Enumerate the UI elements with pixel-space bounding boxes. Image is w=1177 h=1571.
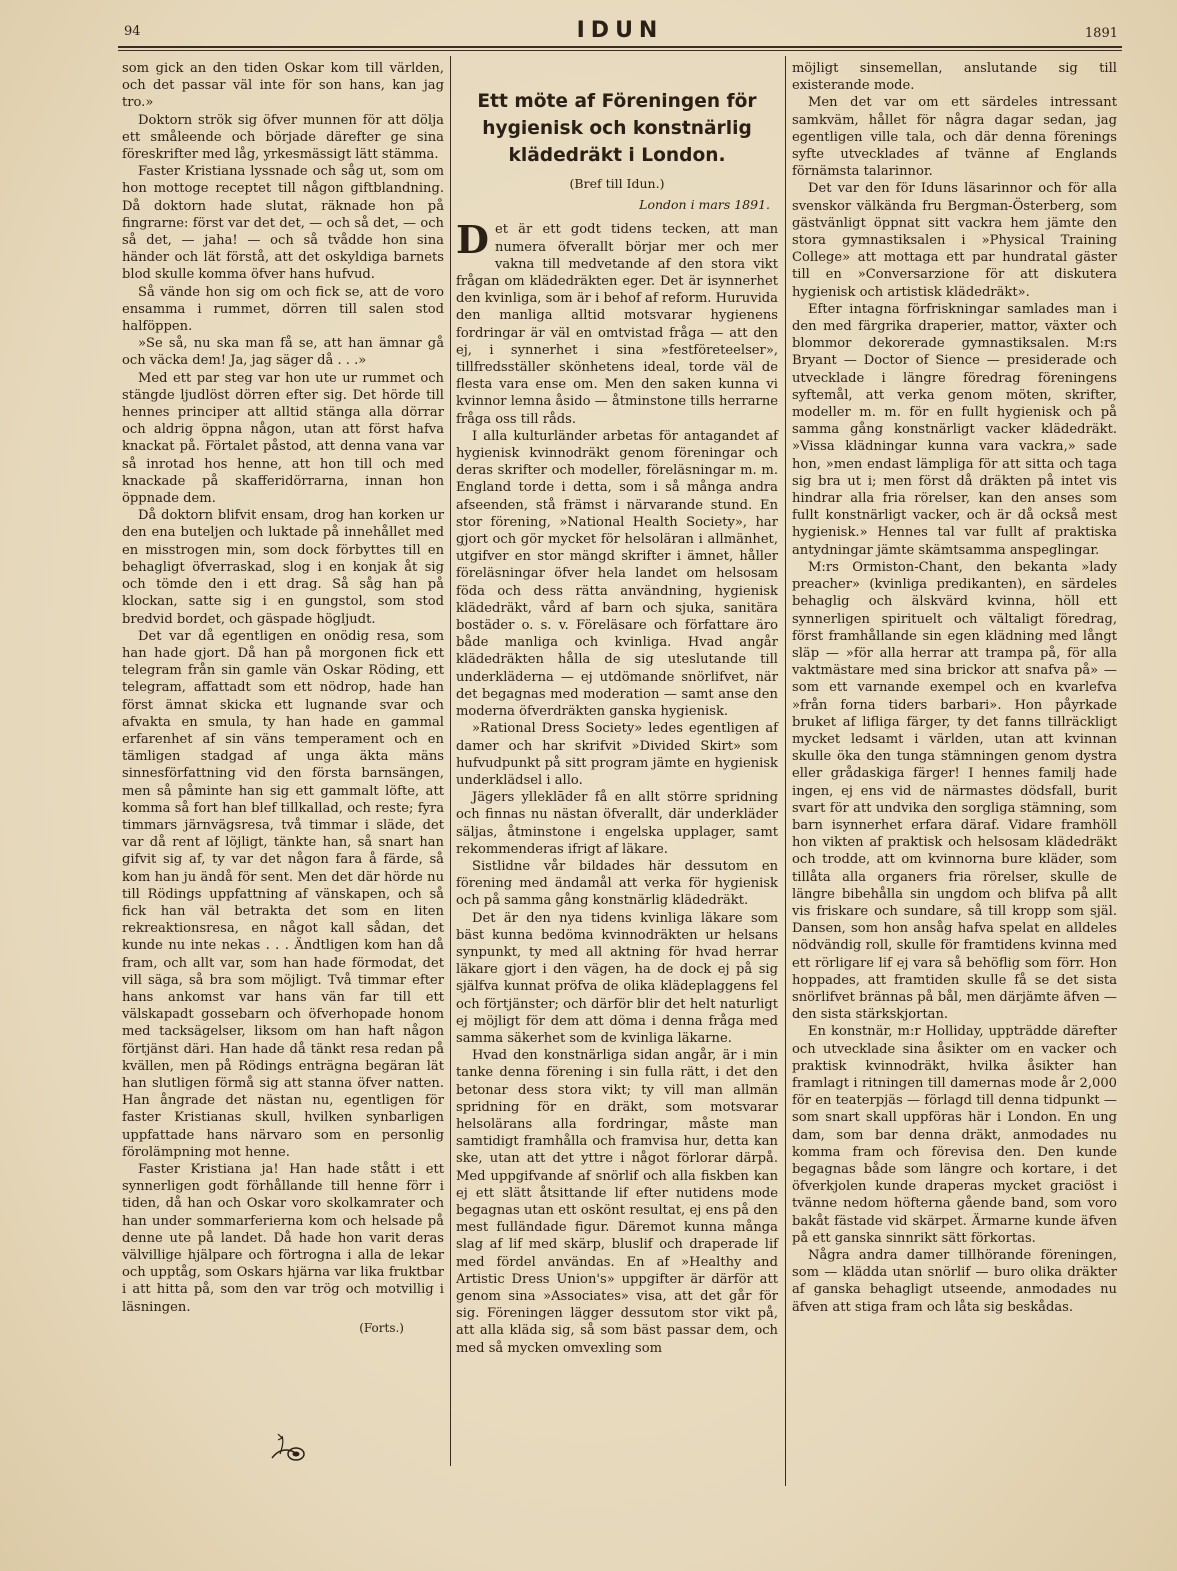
drop-cap: D	[456, 217, 489, 263]
paragraph: Faster Kristiana ja! Han hade stått i ett synnerligen godt förhållande till henne förr i tiden, då han och Oskar voro skolkamrater och han under sommarferierna kom och helsade på denne ute på landet. Då hade hon varit deras välvillige hjälpare och förtrogna i alla de lekar och upptåg, som Oskars hjärna var lika fruktbar i att hitta på, som den var trög och motvillig i läsningen.	[122, 1162, 444, 1315]
paragraph: M:rs Ormiston-Chant, den bekanta »lady preacher» (kvinliga predikanten), en särdeles behaglig och älskvärd kvinna, höll ett synnerligen spirituelt och vältaligt föredrag, först framhållande sin egen klädning med långt släp — »för alla herrar att trampa på, för alla vaktmästare med sina brickor att snafva på» — som ett varnande exempel och en kvarlefva »från forna tiders barbari». Hon påyrkade bruket af lifliga färger, ty det fanns tillräckligt mycket ledsamt i världen, utan att kvinnan skulle öka den tunga stämningen genom dystra eller grådaskiga färger! I hennes familj hade ingen, ej ens vid de närmastes dödsfall, burit svart för att undvika den sorgliga stämning, som barn isynnerhet erfara däraf. Vidare framhöll hon vikten af praktisk och helsosam klädedräkt och trodde, att om kvinnorna bure kläder, som tillåta alla organers fria rörelser, skulle de längre bibehålla sin ungdom och blifva på allt vis friskare och sundare, så till kropp som själ. Dansen, som hon ansåg hafva spelat en alldeles nödvändig roll, skulle för framtidens kvinna med ett rörligare lif ej vara så behöflig som förr. Hon hoppades, att framtiden skulle få se det sista snörlifvet brännas på bål, men därjämte äfven — den sista stärkskjortan.	[792, 559, 1117, 1023]
article-title: Ett möte af Föreningen för hygienisk och konstnärlig klädedräkt i London.	[477, 91, 757, 166]
paragraph: Det var den för Iduns läsarinnor och för alla svenskor välkända fru Bergman-Österberg, som gästvänligt öppnat sitt vackra hem jämte den stora gymnastiksalen i »Physical Training College» att mottaga ett par hundratal gäster till en »Conversarzione för att diskutera hygienisk och artistisk klädedräkt».	[792, 181, 1117, 300]
paragraph: Jägers ylleklāder få en allt större spridning och finnas nu nästan öfverallt, där underkläder säljas, åtminstone i engelska upplager, samt rekommenderas ifrigt af läkare.	[456, 790, 778, 857]
ornament-icon	[268, 1428, 308, 1468]
column-middle	[456, 84, 778, 1357]
column-left	[122, 60, 444, 1337]
paragraph: Faster Kristiana lyssnade och såg ut, som om hon mottoge receptet till någon giftblandning. Då doktorn hade slutat, räknade hon på fingrarne: först var det det, — och så det, — och så det, — jaha! — och så tvådde hon sina händer och lät förstå, att det oskyldiga barnets blod skulle komma öfver hans hufvud.	[122, 164, 444, 283]
page-header	[120, 18, 1120, 48]
paragraph: Med ett par steg var hon ute ur rummet och stängde ljudlöst dörren efter sig. Det hörde till hennes principer att alltid stänga alla dörrar och aldrig öppna någon, utan att först hafva knackat på. Förtalet påstod, att denna vana var så inrotad hos henne, att hon till och med knackade på skafferidörrarna, innan hon öppnade dem.	[122, 370, 444, 507]
paragraph: som gick an den tiden Oskar kom till världen, och det passar väl inte för son hans, kan jag tro.»	[122, 61, 444, 111]
paragraph: Men det var om ett särdeles intressant samkväm, hållet för några dagar sedan, jag egentligen ville tala, och där denna förenings syfte utvecklades af tvänne af Englands förnämsta talarinnor.	[792, 95, 1117, 180]
masthead: IDUN	[576, 18, 664, 43]
column-divider-left	[450, 56, 451, 1466]
paragraph: Hvad den konstnärliga sidan angår, är i min tanke denna förening i sin fulla rätt, i det den betonar dess stora vikt; ty vill man allmän spridning för en dräkt, som motsvarar helsolärans alla fordringar, måste man samtidigt framhålla och framvisa hur, detta kan ske, utan att det yttre i något förlorar därpå. Med uppgifvande af snörlif och alla fiskben kan ej ett slätt åtsittande lif efter nutidens mode begagnas utan ett oskönt resultat, ej ens på den mest fulländade figur. Däremot kunna många slag af lif med skärp, bluslif och draperade lif med fördel användas. En af »Healthy and Artistic Dress Union's» uppgifter är därför att genom sina »Associates» visa, att det går för sig. Föreningen lägger dessutom stor vikt på, att alla kläda sig, så som bäst passar dem, och med så mycken omvexling som	[456, 1048, 778, 1356]
year: 1891	[1084, 26, 1118, 41]
paragraph: Då doktorn blifvit ensam, drog han korken ur den ena buteljen och luktade på innehållet med en misstrogen min, som dock förbyttes till en behagligt öfverraskad, slog i en konjak åt sig och tömde den i ett drag. Så såg han på klockan, satte sig i en gungstol, som stod bredvid bordet, och gäspade högljudt.	[122, 508, 444, 627]
header-rule-thin	[118, 50, 1122, 51]
paragraph: Det var då egentligen en onödig resa, som han hade gjort. Då han på morgonen fick ett telegram från sin gamle vän Oskar Röding, ett telegram, affattadt som ett nödrop, hade han först ämnat skicka ett lugnande svar och afvakta en smula, ty han hade en gammal erfarenhet af sin väns temperament och en tämligen stadgad af unga äkta mäns sinnesförfattning vid den första barnsängen, men så påminte han sig ett gammalt löfte, att komma så fort han blef tillkallad, och reste; fyra timmars järnvägsresa, två timmar i släde, det var då rent af löjligt, tänkte han, så snart han gifvit sig af, ty var det någon fara å färde, så kom han ju ändå för sent. Men det där hörde nu till Rödings uppfattning af vänskapen, och så fick han väl betrakta det som en liten rekreaktionsresa, en något kall sådan, det kunde nu inte nekas . . . Ändtligen kom han då fram, och allt var, som han hade förmodat, det vill säga, så bra som möjligt. Två timmar efter hans ankomst var hans vän far till ett välskapadt gossebarn och öfverhopade honom med tacksägelser, liksom om han haft någon förtjänst däri. Han hade då tänkt resa redan på kvällen, men på Rödings enträgna begäran lät han slutligen förmå sig att stanna öfver natten. Han ångrade det nästan nu, egentligen för faster Kristianas skull, hvilken synbarligen uppfattade hans närvaro som en personlig förolämpning mot henne.	[122, 628, 444, 1160]
paragraph: En konstnär, m:r Holliday, uppträdde därefter och utvecklade sina åsikter om en vacker och praktisk kvinnodräkt, hvilka åsikter han framlagt i ritningen till damernas mode år 2,000 för en teaterpjäs — förlagd till denna tidpunkt — som snart skall uppföras här i London. En ung dam, som bar denna dräkt, anmodades nu komma fram och förevisa den. Den kunde begagnas både som längre och kortare, i det öfverkjolen kunde draperas mycket graciöst i tvänne nedom höfterna gående band, som voro bakåt fästade vid skärpet. Ärmarne kunde äfven på ett ganska sinnrikt sätt förkortas.	[792, 1024, 1117, 1246]
paragraph: Så vände hon sig om och fick se, att de voro ensamma i rummet, dörren till salen stod halföppen.	[122, 284, 444, 335]
paragraph: »Rational Dress Society» ledes egentligen af damer och har skrifvit »Divided Skirt» som hufvudpunkt på sitt program jämte en hygienisk underklädsel i allo.	[456, 721, 778, 788]
column-divider-right	[785, 56, 786, 1486]
article-subtitle: (Bref till Idun.)	[569, 176, 665, 191]
paragraph: »Se så, nu ska man få se, att han ämnar gå och väcka dem! Ja, jag säger då . . .»	[122, 336, 444, 369]
paragraph: möjligt sinsemellan, anslutande sig till existerande mode.	[792, 61, 1117, 94]
paragraph: Efter intagna förfriskningar samlades man i den med färgrika draperier, mattor, växter och blommor dekorerade gymnastiksalen. M:rs Bryant — Doctor of Sience — presiderade och utvecklade i längre föredrag föreningens syftemål, att verka genom möten, skrifter, modeller m. m. för en fullt hygienisk och på samma gång konstnärligt vacker klädedräkt. »Vissa klädningar kunna vara vackra,» sade hon, »men endast lämpliga för att sitta och taga sig bra ut i; men först då dräkten på intet vis hindrar alla fria rörelser, kan den anses som fullt konstnärligt vacker, och är då också mest hygienisk.» Hennes tal var fullt af praktiska antydningar jämte skämtsamma anspeglingar.	[792, 301, 1117, 558]
page-number: 94	[124, 24, 141, 39]
header-rule	[118, 46, 1122, 48]
paragraph: Doktorn strök sig öfver munnen för att dölja ett småleende och började därefter ge sina föreskrifter med låg, yrkesmässigt lätt stämma.	[122, 112, 444, 163]
article-dateline: London i mars 1891.	[639, 197, 770, 213]
continued-note: (Forts.)	[359, 1320, 404, 1335]
paragraph: Det är den nya tidens kvinliga läkare som bäst kunna bedöma kvinnodräkten ur helsans synpunkt, ty med all aktning för hvad herrar läkare gjort i den vägen, ha de dock ej på sig själfva kunnat pröfva de olika klädeplaggens fel och förtjänster; och därför blir det helt naturligt ej möjligt för dem att döma i denna fråga med samma säkerhet som de kvinliga läkarne.	[456, 910, 778, 1046]
column-right	[792, 60, 1117, 1316]
paragraph: Några andra damer tillhörande föreningen, som — klädda utan snörlif — buro olika dräkter af ganska behagligt utseende, anmodades nu äfven att stiga fram och låta sig beskådas.	[792, 1248, 1117, 1315]
paragraph: I alla kulturländer arbetas för antagandet af hygienisk kvinnodräkt genom föreningar och deras skrifter och modeller, föreläsningar m. m. England torde i detta, som i så många andra afseenden, stå främst i närvarande stund. En stor förening, »National Health Society», har gjort och gör mycket för helsoläran i allmänhet, utgifver en stor mängd skrifter i ämnet, håller föreläsningar öfver hela landet om helsosam föda och dess rätta användning, hygienisk klädedräkt, vård af barn och sjuka, sanitära bostäder o. s. v. Föreläsare och författare äro både manliga och kvinliga. Hvad angår klädedräkten hålla de sig uteslutande till underkläderna — ej utdömande snörlifvet, när det begagnas med moderation — samt anse den moderna öfverdräkten ganska hygienisk.	[456, 428, 778, 720]
paragraph: Det är ett godt tidens tecken, att man numera öfverallt börjar mer och mer vakna till medvetande af den stora vikt frågan om klädedräkten eger. Det är isynnerhet den kvinliga, som är i behof af reform. Huruvida den manliga alltid motsvarar hygienens fordringar är väl en omtvistad fråga — att den ej, i synnerhet i sina »festföreteelser», tillfredsställer skönhetens ideal, torde väl de flesta vara ense om. Men den saken kunna vi kvinnor lemna åsido — åtminstone tills herrarne fråga oss till råds.	[456, 217, 778, 427]
paragraph: Sistlidne vår bildades här dessutom en förening med ändamål att verka för hygienisk och på samma gång konstnärlig klädedräkt.	[456, 858, 778, 909]
